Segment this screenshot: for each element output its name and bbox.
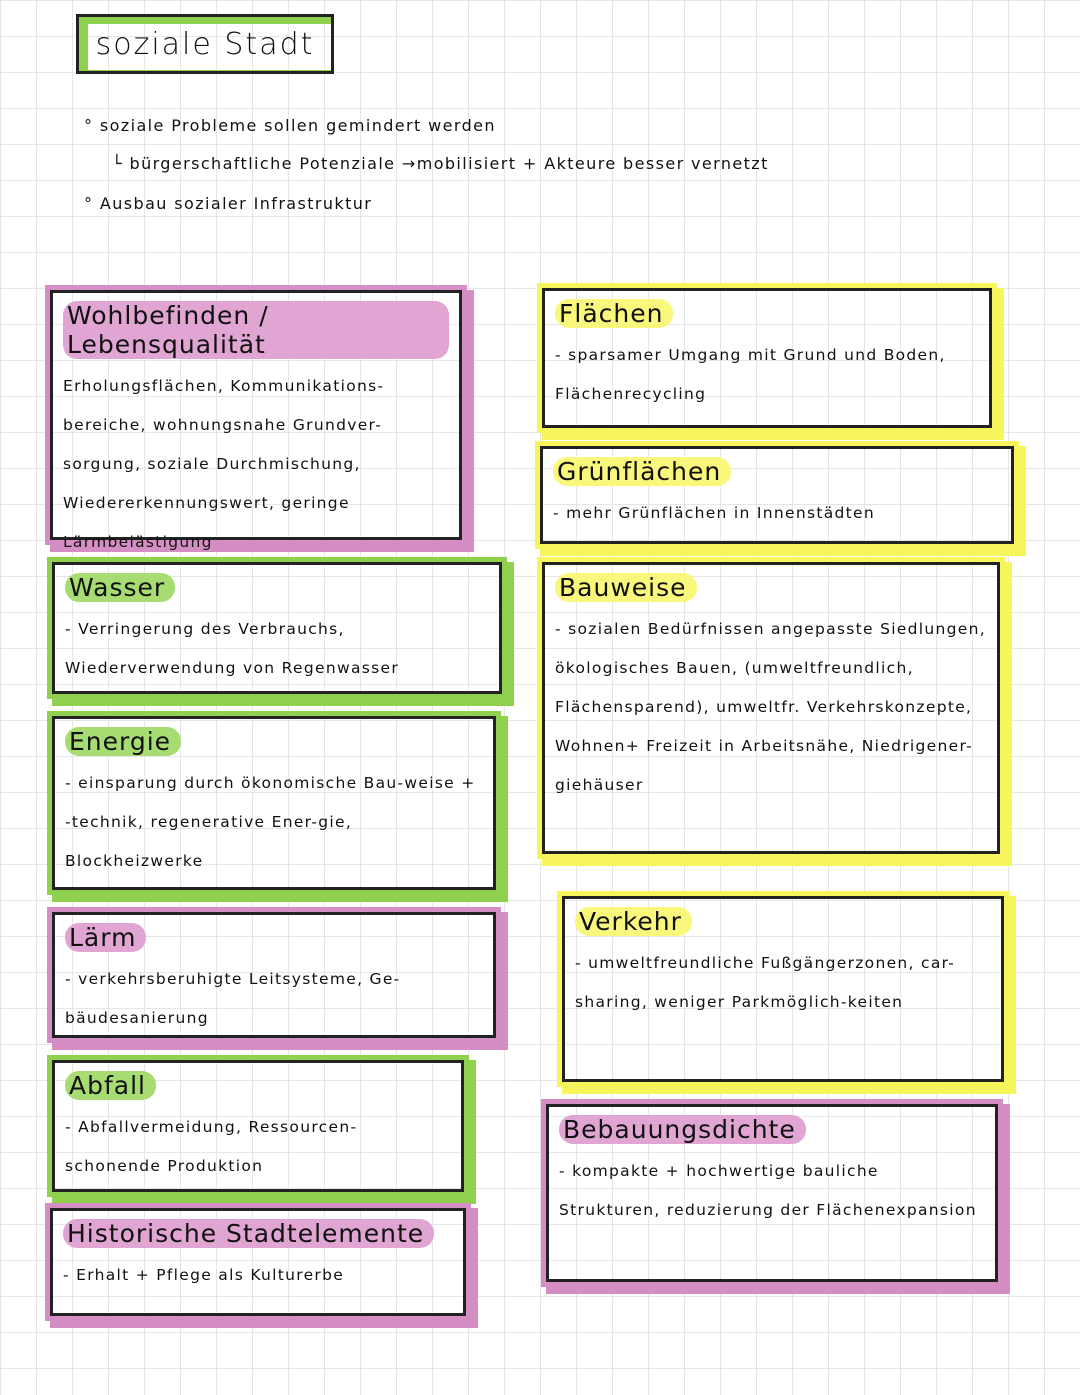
card-wohlbefinden [50,290,462,551]
card-body: - mehr Grünflächen in Innenstädten [553,504,875,522]
card-body: - sparsamer Umgang mit Grund und Boden, Flächenrecycling [555,346,946,403]
card-heading: Verkehr [575,907,692,936]
card-heading: Grünflächen [553,457,731,486]
intro-line: ° soziale Probleme sollen gemindert werden [84,116,496,135]
card-body: - umweltfreundliche Fußgängerzonen, car-sharing, weniger Parkmöglich-keiten [575,954,956,1011]
intro-line: ° Ausbau sozialer Infrastruktur [84,194,373,213]
card-heading: Lärm [65,923,146,952]
card-heading: Flächen [555,299,673,328]
card-heading: Historische Stadtelemente [63,1219,434,1248]
card-bebauungsdichte [546,1104,998,1282]
page-title: soziale Stadt [95,26,315,62]
card-body: - Verringerung des Verbrauchs, Wiederverwendung von Regenwasser [65,620,399,677]
card-abfall [52,1060,464,1192]
card-body: - kompakte + hochwertige bauliche Strukturen, reduzierung der Flächenexpansion [559,1162,977,1219]
card-bauweise [542,562,1000,854]
card-body: - Abfallvermeidung, Ressourcen-schonende Produktion [65,1118,358,1175]
intro-line: └ bürgerschaftliche Potenziale →mobilisiert + Akteure besser vernetzt [112,154,769,173]
card-heading: Bebauungsdichte [559,1115,806,1144]
card-body: - sozialen Bedürfnissen angepasste Siedlungen, ökologisches Bauen, (umweltfreundlich, Flächensparend), umweltfr. Verkehrskonzepte, Wohnen+ Freizeit in Arbeitsnähe, Niedrigener-giehäuser [555,620,986,794]
card-gruenflaechen [540,446,1014,544]
card-body: - verkehrsberuhigte Leitsysteme, Ge-bäudesanierung [65,970,401,1027]
card-heading: Bauweise [555,573,697,602]
card-heading: Wohlbefinden / Lebensqualität [63,301,449,359]
title-box [76,14,334,74]
card-laerm [52,912,496,1038]
card-body: - Erhalt + Pflege als Kulturerbe [63,1266,345,1284]
card-flaechen [542,288,992,428]
card-verkehr [562,896,1004,1082]
card-energie [52,716,496,890]
card-historische-stadtelemente [50,1208,466,1316]
card-heading: Energie [65,727,181,756]
card-wasser [52,562,502,694]
card-heading: Wasser [65,573,175,602]
card-body: - einsparung durch ökonomische Bau-weise + -technik, regenerative Ener-gie, Blockheizwerke [65,774,476,870]
card-body: Erholungsflächen, Kommunikations-bereiche, wohnungsnahe Grundver-sorgung, soziale Durchmischung, Wiedererkennungswert, geringe Lärmbelästigung [63,377,385,551]
card-heading: Abfall [65,1071,156,1100]
